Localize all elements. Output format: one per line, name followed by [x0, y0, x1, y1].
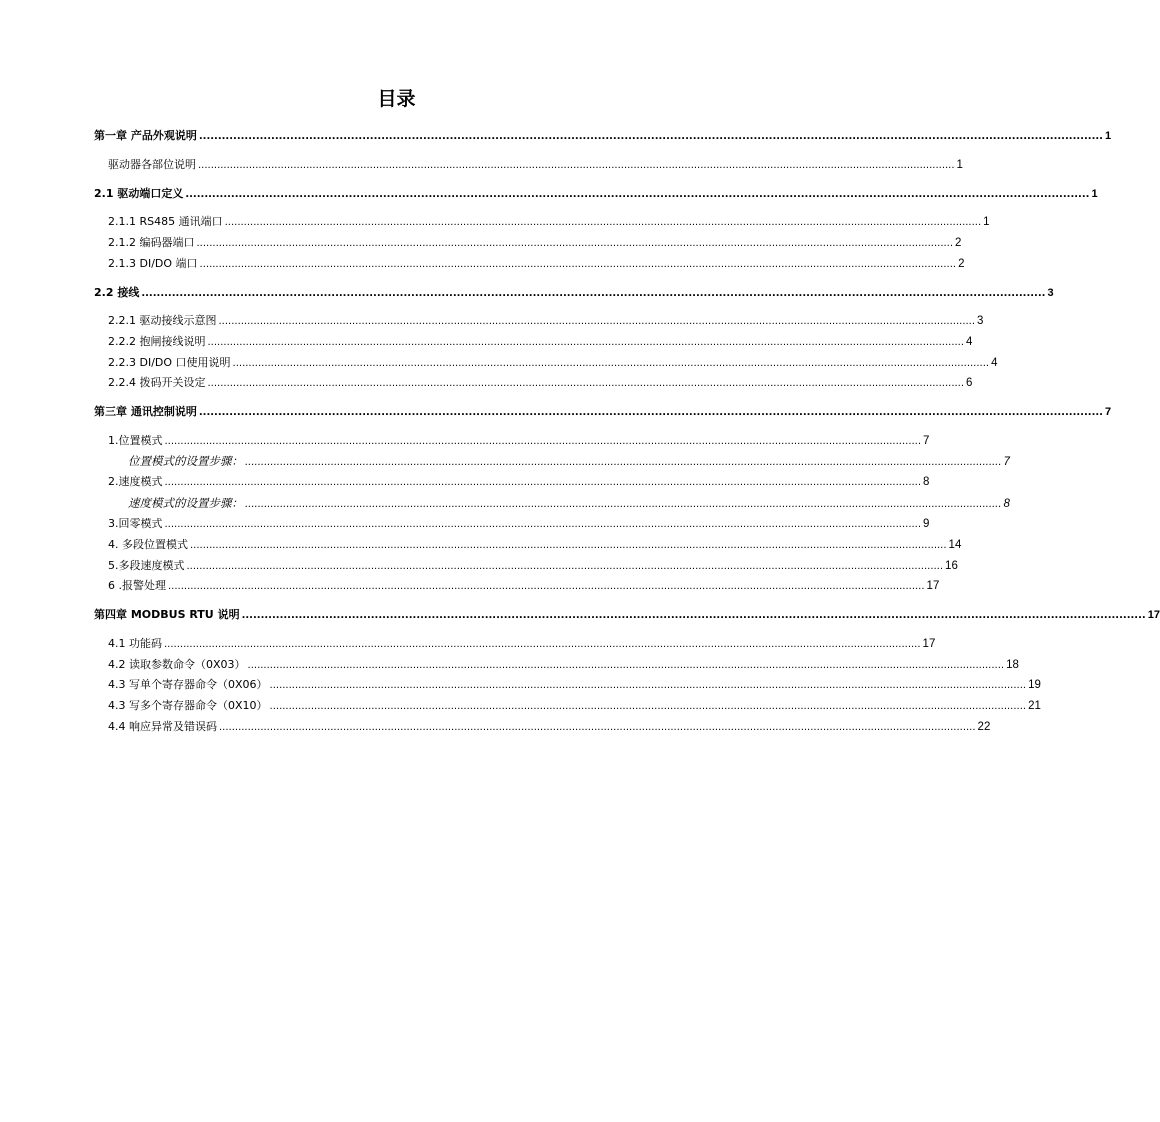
toc-page-number: 4 — [966, 336, 973, 348]
dot-leader: .............................................................................................................................................................................................................................................. — [207, 337, 965, 348]
toc-entry-label: 2.2.2 抱闸接线说明 — [108, 335, 206, 348]
toc-entry-section-2-1-3[interactable] — [108, 256, 965, 272]
toc-page-number: 1 — [1091, 188, 1098, 200]
dot-leader: .............................................................................................................................................................................................................................................. — [196, 238, 954, 249]
toc-entry-section-2-1[interactable] — [94, 186, 1098, 202]
dot-leader: .............................................................................................................................................................................................................................................. — [185, 189, 1090, 200]
dot-leader: .............................................................................................................................................................................................................................................. — [198, 160, 955, 171]
toc-entry-section-2-2[interactable] — [94, 285, 1054, 301]
toc-entry-label: 6 .报警处理 — [108, 579, 166, 592]
toc-entry-multi-position-mode[interactable] — [108, 537, 962, 553]
toc-entry-label: 4.1 功能码 — [108, 637, 162, 650]
dot-leader: .............................................................................................................................................................................................................................................. — [186, 561, 944, 572]
dot-leader: .............................................................................................................................................................................................................................................. — [269, 680, 1027, 691]
toc-page-number: 21 — [1028, 700, 1041, 712]
toc-page-number: 22 — [977, 721, 991, 733]
toc-page-number: 19 — [1028, 679, 1041, 691]
toc-page-number: 16 — [945, 560, 958, 572]
toc-entry-label: 2.2 接线 — [94, 286, 140, 299]
toc-entry-multi-speed-mode[interactable] — [108, 558, 958, 574]
toc-page-number: 6 — [966, 377, 973, 389]
toc-entry-label: 2.1.3 DI/DO 端口 — [108, 257, 198, 270]
toc-entry-section-4-1[interactable] — [108, 636, 936, 652]
dot-leader: .............................................................................................................................................................................................................................................. — [164, 436, 922, 447]
dot-leader: .............................................................................................................................................................................................................................................. — [190, 540, 947, 551]
toc-entry-label: 4.3 写多个寄存器命令（0X10） — [108, 699, 268, 712]
toc-entry-label: 4.4 响应异常及错误码 — [108, 720, 217, 733]
toc-entry-label: 2.1 驱动端口定义 — [94, 187, 184, 200]
toc-entry-label: 2.速度模式 — [108, 475, 163, 488]
toc-entry-label: 速度模式的设置步骤： — [128, 496, 243, 510]
toc-entry-section-4-3-single[interactable] — [108, 677, 1041, 693]
toc-page-number: 1 — [983, 216, 990, 228]
dot-leader: .............................................................................................................................................................................................................................................. — [164, 639, 921, 650]
toc-entry-label: 2.1.1 RS485 通讯端口 — [108, 215, 223, 228]
dot-leader: .............................................................................................................................................................................................................................................. — [232, 358, 990, 369]
toc-entry-chapter-3[interactable] — [94, 404, 1112, 420]
dot-leader: .............................................................................................................................................................................................................................................. — [168, 581, 925, 592]
dot-leader: .............................................................................................................................................................................................................................................. — [198, 131, 1103, 142]
toc-entry-position-mode-steps[interactable] — [128, 453, 1010, 469]
dot-leader: .............................................................................................................................................................................................................................................. — [207, 378, 965, 389]
toc-entry-label: 第四章 MODBUS RTU 说明 — [94, 608, 240, 621]
toc-entry-section-4-3-multi[interactable] — [108, 698, 1041, 714]
toc-page-number: 18 — [1006, 659, 1019, 671]
toc-page-number: 2 — [955, 237, 962, 249]
toc-entry-chapter-1[interactable] — [94, 128, 1112, 144]
dot-leader: .............................................................................................................................................................................................................................................. — [241, 610, 1146, 621]
toc-entry-label: 4. 多段位置模式 — [108, 538, 188, 551]
dot-leader: .............................................................................................................................................................................................................................................. — [141, 288, 1046, 299]
toc-page-number: 17 — [922, 638, 936, 650]
dot-leader: .............................................................................................................................................................................................................................................. — [199, 259, 957, 270]
toc-page-number: 4 — [991, 357, 998, 369]
dot-leader: .............................................................................................................................................................................................................................................. — [218, 316, 976, 327]
toc-entry-label: 2.1.2 编码器端口 — [108, 236, 195, 249]
dot-leader: .............................................................................................................................................................................................................................................. — [245, 499, 1002, 510]
toc-entry-label: 2.2.1 驱动接线示意图 — [108, 314, 217, 327]
toc-entry-section-2-2-4[interactable] — [108, 375, 973, 391]
dot-leader: .............................................................................................................................................................................................................................................. — [198, 407, 1103, 418]
toc-entry-label: 2.2.3 DI/DO 口使用说明 — [108, 356, 231, 369]
toc-entry-position-mode[interactable] — [108, 433, 930, 449]
toc-page-number: 3 — [1047, 287, 1054, 299]
toc-entry-label: 第一章 产品外观说明 — [94, 129, 197, 142]
dot-leader: .............................................................................................................................................................................................................................................. — [164, 519, 922, 530]
toc-page-number: 14 — [948, 539, 962, 551]
toc-entry-chapter-4[interactable] — [94, 607, 1160, 623]
dot-leader: .............................................................................................................................................................................................................................................. — [247, 660, 1005, 671]
toc-page-number: 3 — [977, 315, 984, 327]
toc-entry-section-4-2[interactable] — [108, 657, 1019, 673]
toc-page-number: 8 — [1003, 498, 1010, 510]
toc-page-number: 1 — [956, 159, 963, 171]
toc-entry-label: 驱动器各部位说明 — [108, 158, 196, 171]
page-title: 目录 — [377, 88, 416, 110]
toc-entry-speed-mode-steps[interactable] — [128, 495, 1010, 511]
dot-leader: .............................................................................................................................................................................................................................................. — [245, 457, 1002, 468]
dot-leader: .............................................................................................................................................................................................................................................. — [224, 217, 982, 228]
toc-page-number: 17 — [1147, 609, 1160, 621]
dot-leader: .............................................................................................................................................................................................................................................. — [219, 722, 976, 733]
toc-entry-section-2-1-2[interactable] — [108, 235, 962, 251]
toc-entry-label: 5.多段速度模式 — [108, 559, 185, 572]
toc-page-number: 1 — [1104, 130, 1112, 142]
toc-page-number: 7 — [1003, 456, 1010, 468]
toc-entry-section-2-2-3[interactable] — [108, 355, 998, 371]
toc-page-number: 9 — [923, 518, 930, 530]
toc-entry-label: 第三章 通讯控制说明 — [94, 405, 197, 418]
dot-leader: .............................................................................................................................................................................................................................................. — [164, 477, 922, 488]
toc-entry-label: 位置模式的设置步骤： — [128, 454, 243, 468]
toc-entry-section-2-2-2[interactable] — [108, 334, 973, 350]
toc-page-number: 8 — [923, 476, 930, 488]
dot-leader: .............................................................................................................................................................................................................................................. — [269, 701, 1027, 712]
toc-entry-homing-mode[interactable] — [108, 516, 930, 532]
toc-entry-alarm-handling[interactable] — [108, 578, 940, 594]
toc-entry-label: 3.回零模式 — [108, 517, 163, 530]
toc-entry-section-2-1-1[interactable] — [108, 214, 990, 230]
toc-entry-label: 4.3 写单个寄存器命令（0X06） — [108, 678, 268, 691]
toc-entry-label: 1.位置模式 — [108, 434, 163, 447]
toc-page-number: 2 — [958, 258, 965, 270]
toc-entry-section-4-4[interactable] — [108, 719, 991, 735]
toc-entry-label: 4.2 读取参数命令（0X03） — [108, 658, 246, 671]
toc-entry-speed-mode[interactable] — [108, 474, 930, 490]
toc-entry-label: 2.2.4 拨码开关设定 — [108, 376, 206, 389]
toc-entry-driver-parts[interactable] — [108, 157, 963, 173]
toc-entry-section-2-2-1[interactable] — [108, 313, 984, 329]
toc-page-number: 7 — [1104, 406, 1112, 418]
toc-page-number: 7 — [923, 435, 930, 447]
toc-page-number: 17 — [926, 580, 940, 592]
